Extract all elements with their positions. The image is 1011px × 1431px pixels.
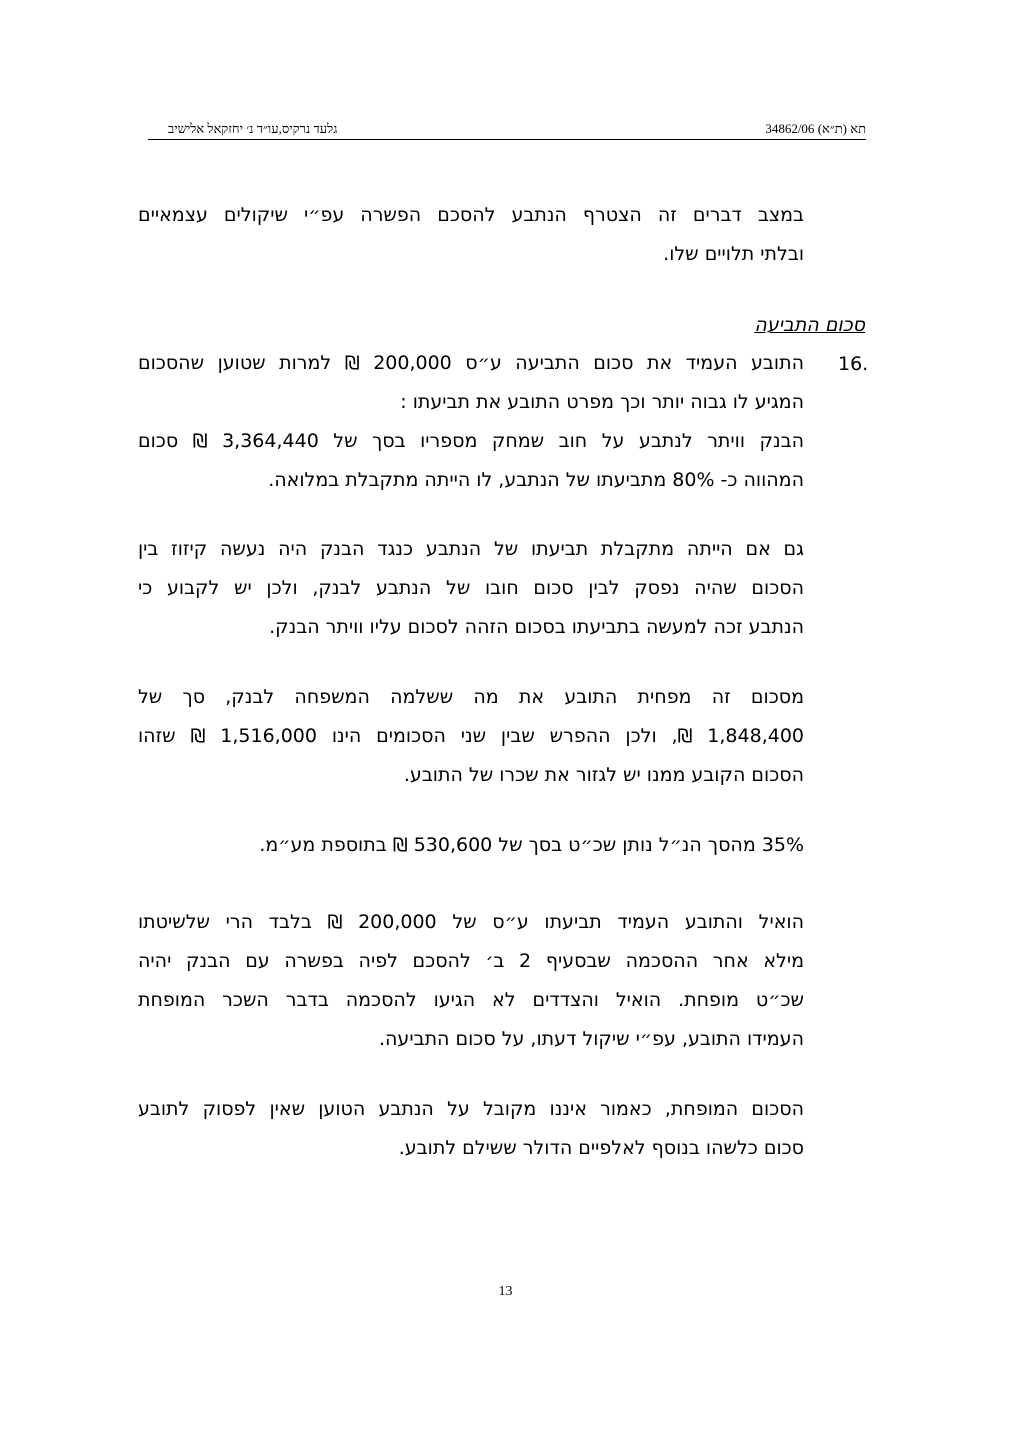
header-parties: גלעד נרקיס,עו״ד נ׳ יחזקאל אלישיב bbox=[168, 121, 338, 136]
text-line: מילא אחר ההסכמה שבסעיף 2 ב׳ להסכם לפיה בפשרה עם הבנק יהיה bbox=[138, 950, 804, 972]
text-line: סכום כלשהו בנוסף לאלפיים הדולר ששילם לתובע. bbox=[398, 1137, 804, 1159]
item-number: 16. bbox=[838, 353, 869, 375]
text-line: התובע העמיד את סכום התביעה ע״ס 200,000 ₪ למרות שטוען שהסכום bbox=[138, 352, 804, 374]
text-line: הואיל והתובע העמיד תביעתו ע״ס של 200,000 ₪ בלבד הרי שלשיטתו bbox=[138, 911, 804, 933]
text-line: המגיע לו גבוה יותר וכך מפרט התובע את תביעתו : bbox=[400, 391, 804, 413]
section-heading: סכום התביעה bbox=[754, 314, 865, 336]
header-case-number: תא (ת״א) 34862/06 bbox=[765, 121, 866, 136]
text-line: העמידו התובע, עפ״י שיקול דעתו, על סכום התביעה. bbox=[378, 1028, 804, 1050]
text-line: הסכום המופחת, כאמור איננו מקובל על הנתבע הטוען שאין לפסוק לתובע bbox=[138, 1098, 804, 1120]
paragraph-7 bbox=[138, 1090, 804, 1168]
text-line: במצב דברים זה הצטרף הנתבע להסכם הפשרה עפ״י שיקולים עצמאיים bbox=[138, 204, 804, 226]
text-line: שכ״ט מופחת. הואיל והצדדים לא הגיעו להסכמה בדבר השכר המופחת bbox=[138, 989, 804, 1011]
text-line: 1,848,400 ₪, ולכן ההפרש שבין שני הסכומים הינו 1,516,000 ₪ שזהו bbox=[138, 725, 804, 747]
paragraph-3 bbox=[138, 530, 804, 647]
text-line: המהווה כ- 80% מתביעתו של הנתבע, לו הייתה מתקבלת במלואה. bbox=[268, 469, 804, 491]
text-line: ובלתי תלויים שלו. bbox=[663, 243, 804, 265]
paragraph-1 bbox=[138, 196, 804, 274]
text-line: גם אם הייתה מתקבלת תביעתו של הנתבע כנגד הבנק היה נעשה קיזוז בין bbox=[138, 538, 804, 560]
text-line: הנתבע זכה למעשה בתביעתו בסכום הזהה לסכום עליו וויתר הבנק. bbox=[269, 616, 804, 638]
paragraph-2 bbox=[138, 344, 804, 500]
text-line: הבנק וויתר לנתבע על חוב שמחק מספריו בסך של 3,364,440 ₪ סכום bbox=[138, 430, 805, 452]
text-line: 35% מהסך הנ״ל נותן שכ״ט בסך של 530,600 ₪ בתוספת מע״מ. bbox=[259, 834, 804, 856]
paragraph-5 bbox=[138, 826, 804, 865]
running-header bbox=[148, 121, 866, 140]
text-line: מסכום זה מפחית התובע את מה ששלמה המשפחה לבנק, סך של bbox=[138, 686, 804, 708]
paragraph-6 bbox=[138, 903, 804, 1059]
page-number: 13 bbox=[498, 1284, 513, 1299]
text-line: הסכום שהיה נפסק לבין סכום חובו של הנתבע לבנק, ולכן יש לקבוע כי bbox=[138, 577, 804, 599]
text-line: הסכום הקובע ממנו יש לגזור את שכרו של התובע. bbox=[403, 764, 804, 786]
paragraph-4 bbox=[138, 678, 804, 795]
